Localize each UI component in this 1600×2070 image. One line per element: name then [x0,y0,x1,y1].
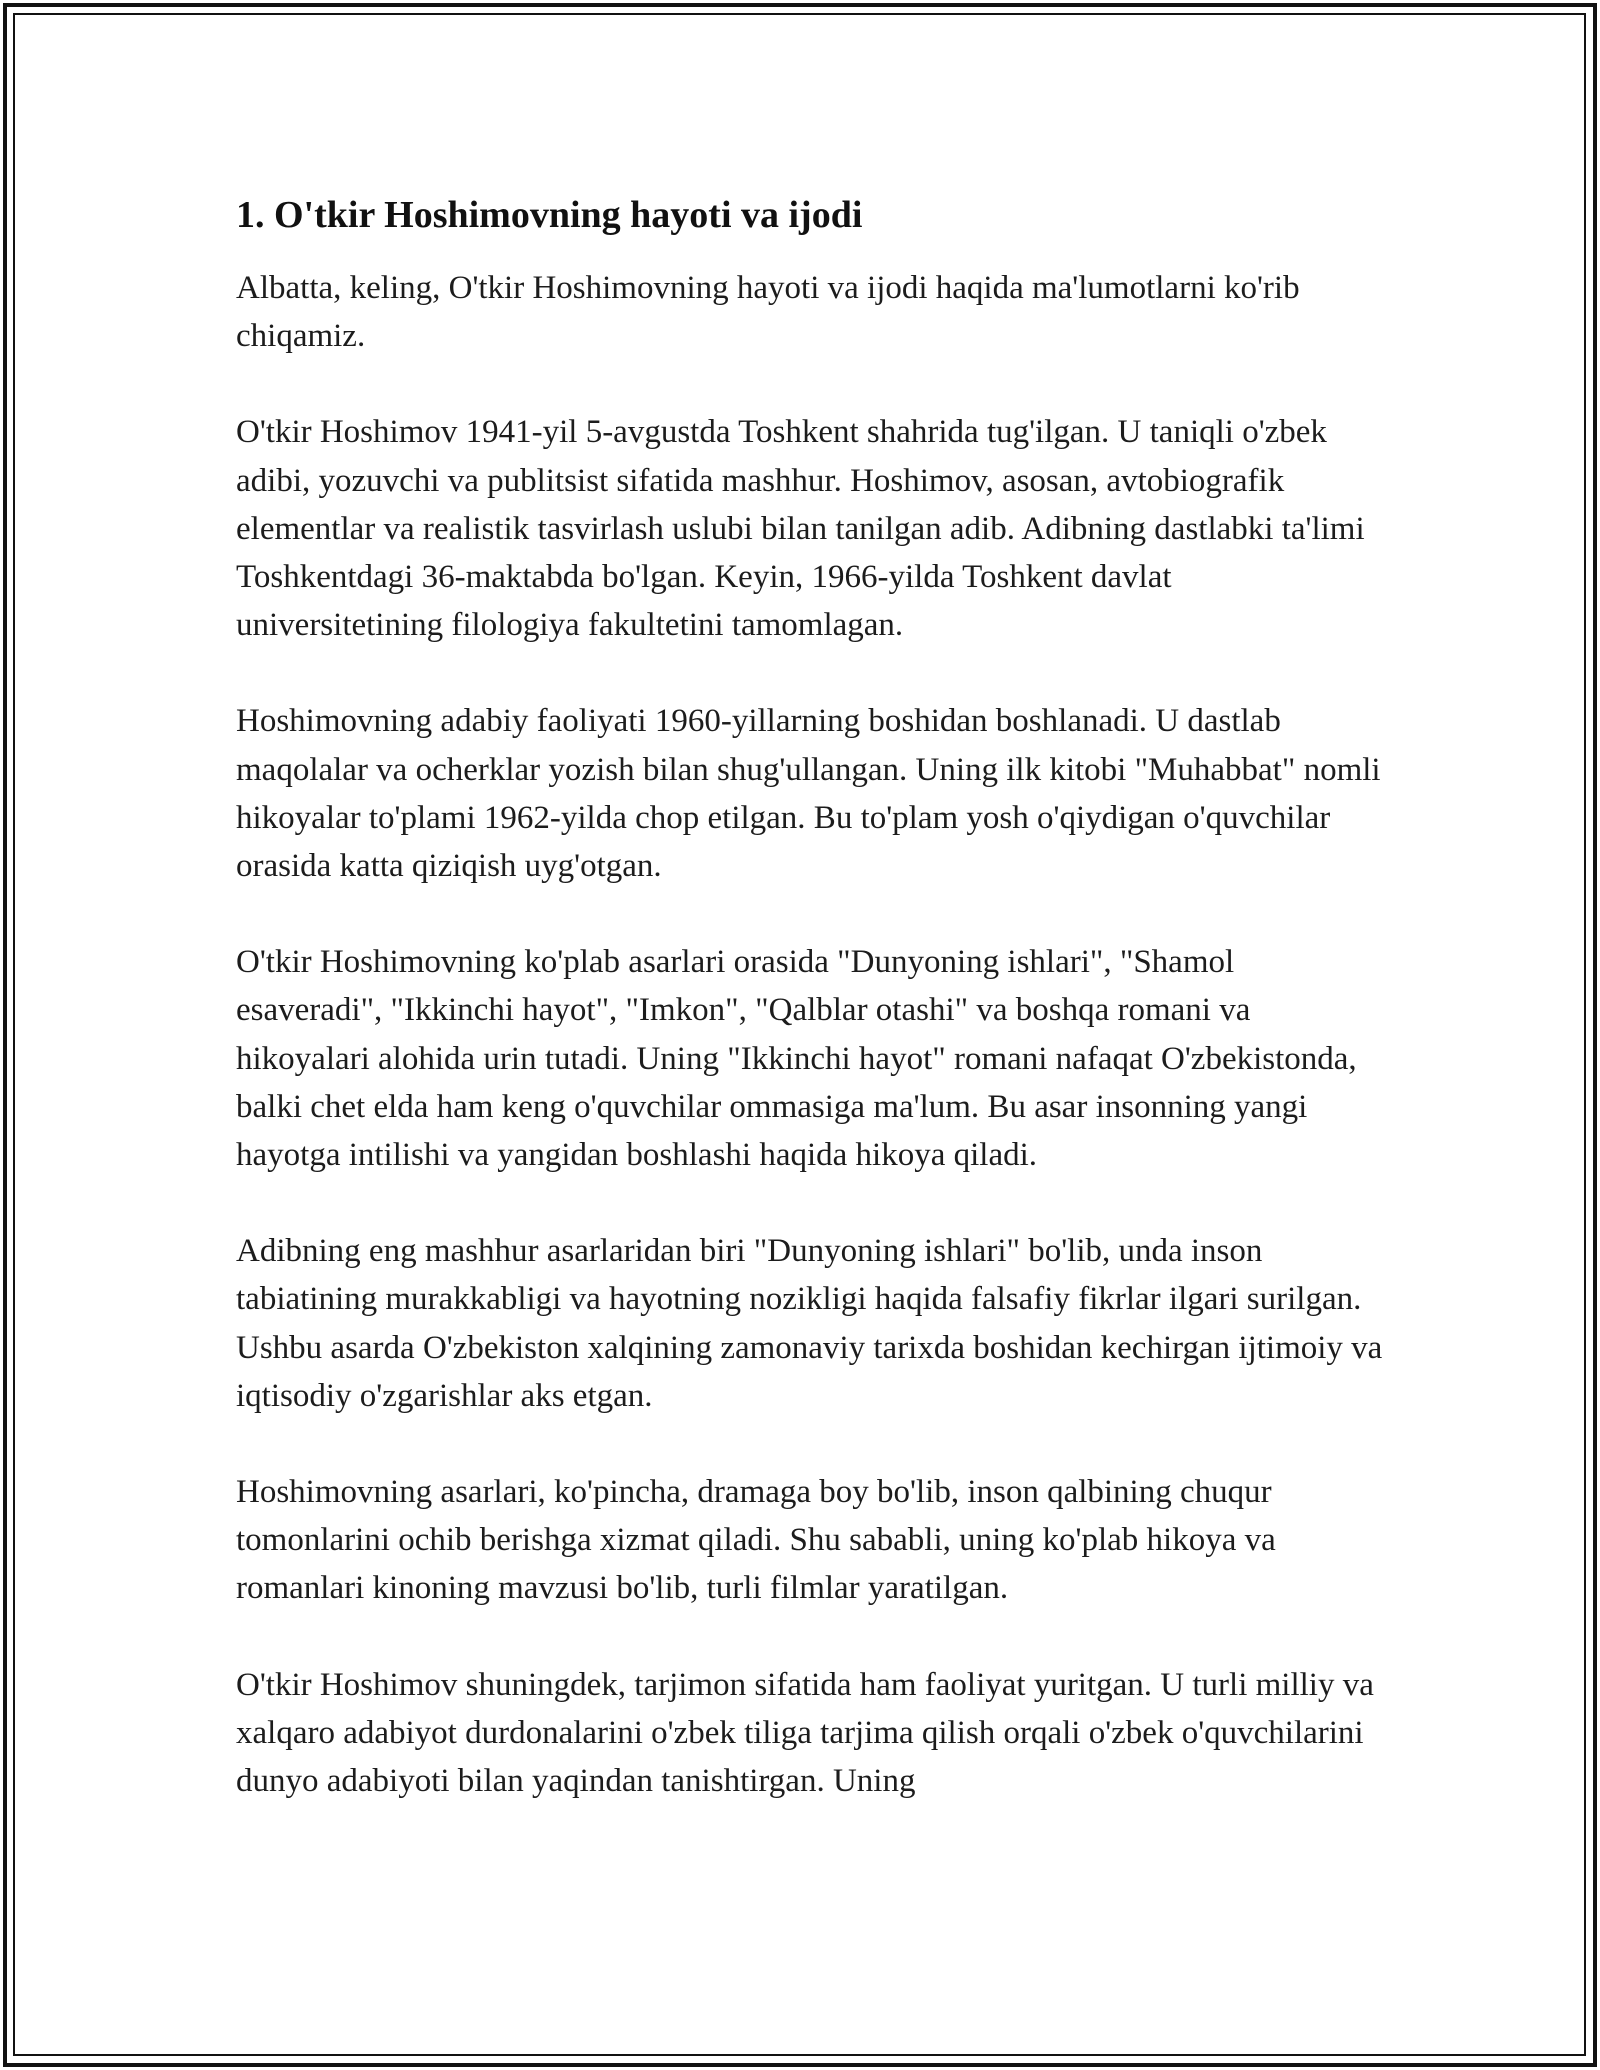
paragraph-biography: O'tkir Hoshimov 1941-yil 5-avgustda Toshkent shahrida tug'ilgan. U taniqli o'zbek adibi, yozuvchi va publitsist sifatida mashhur. Hoshimov, asosan, avtobiografik elementlar va realistik tasvirlash uslubi bilan tanilgan adib. Adibning dastlabki ta'limi Toshkentdagi 36-maktabda bo'lgan. Keyin, 1966-yilda Toshkent davlat universitetining filologiya fakultetini tamomlagan. [236,414,1365,644]
section-heading: 1. O'tkir Hoshimovning hayoti va ijodi [236,194,863,236]
document-body [236,190,1386,1853]
paragraph-translator: O'tkir Hoshimov shuningdek, tarjimon sifatida ham faoliyat yuritgan. U turli milliy va xalqaro adabiyot durdonalarini o'zbek tiliga tarjima qilish orqali o'zbek o'quvchilarini dunyo adabiyoti bilan yaqindan tanishtirgan. Uning [236,1666,1374,1800]
paragraph-drama: Hoshimovning asarlari, ko'pincha, dramaga boy bo'lib, inson qalbining chuqur tomonlarini ochib berishga xizmat qiladi. Shu sababli, uning ko'plab hikoya va romanlari kinoning mavzusi bo'lib, turli filmlar yaratilgan. [236,1474,1276,1607]
paragraph-literary-start: Hoshimovning adabiy faoliyati 1960-yillarning boshidan boshlanadi. U dastlab maqolalar va ocherklar yozish bilan shug'ullangan. Uning ilk kitobi "Muhabbat" nomli hikoyalar to'plami 1962-yilda chop etilgan. Bu to'plam yosh o'qiydigan o'quvchilar orasida katta qiziqish uyg'otgan. [236,703,1381,885]
paragraph-famous-work: Adibning eng mashhur asarlaridan biri "Dunyoning ishlari" bo'lib, unda inson tabiatining murakkabligi va hayotning nozikligi haqida falsafiy fikrlar ilgari surilgan. Ushbu asarda O'zbekiston xalqining zamonaviy tarixda boshidan kechirgan ijtimoiy va iqtisodiy o'zgarishlar aks etgan. [236,1233,1383,1414]
paragraph-works: O'tkir Hoshimovning ko'plab asarlari orasida "Dunyoning ishlari", "Shamol esaveradi", "Ikkinchi hayot", "Imkon", "Qalblar otashi" va boshqa romani va hikoyalari alohida urin tutadi. Uning "Ikkinchi hayot" romani nafaqat O'zbekistonda, balki chet elda ham keng o'quvchilar ommasiga ma'lum. Bu asar insonning yangi hayotga intilishi va yangidan boshlashi haqida hikoya qiladi. [236,944,1357,1174]
paragraph-intro: Albatta, keling, O'tkir Hoshimovning hayoti va ijodi haqida ma'lumotlarni ko'rib chiqamiz. [236,270,1300,355]
